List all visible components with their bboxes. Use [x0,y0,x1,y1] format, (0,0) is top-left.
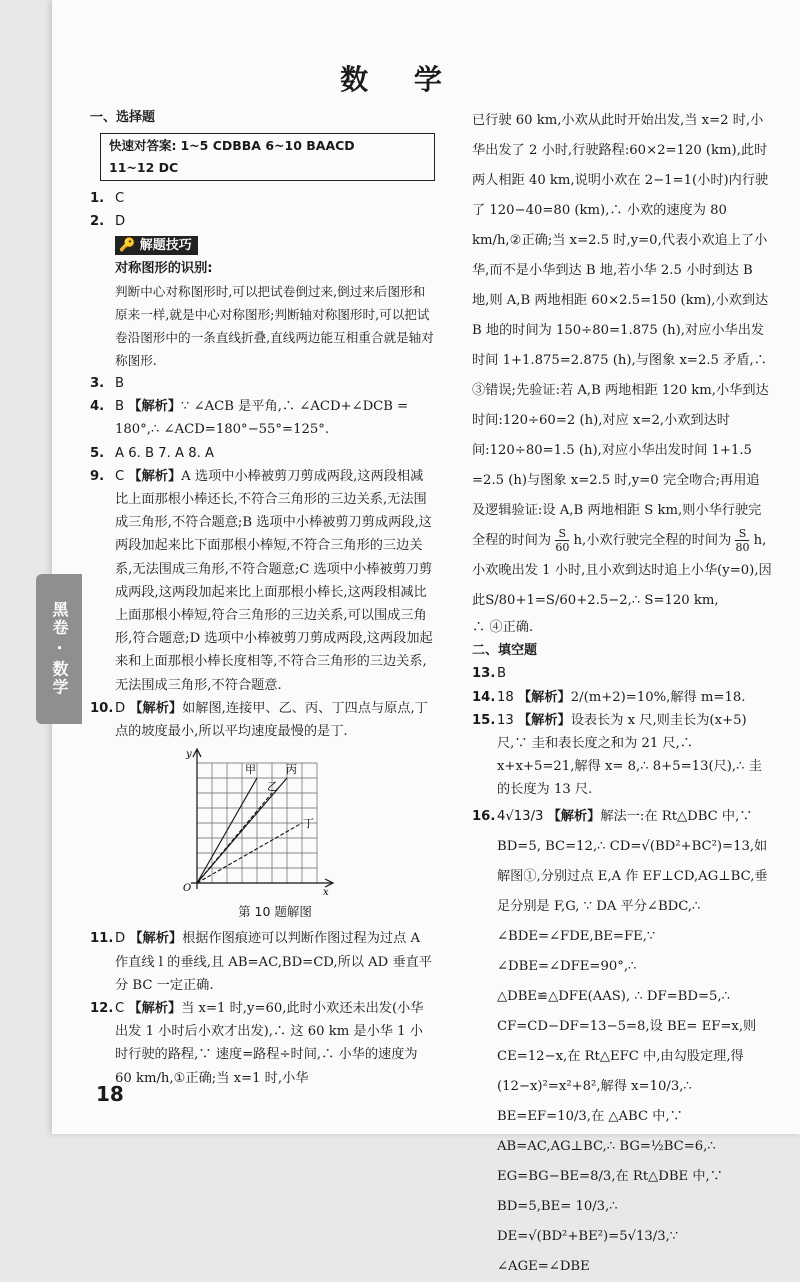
key-icon: 🔑 [119,237,136,253]
q-ans: A 6. B 7. A 8. A [115,445,215,461]
q-num: 11. [90,931,114,947]
section-choice: 一、选择题 [90,110,156,125]
q-text: 解法一:在 Rt△DBC 中,∵ BD=5, BC=12,∴ CD=√(BD²+BC²)=13,如解图①,分别过点 E,A 作 EF⊥CD,AG⊥BC,垂足分别是 F,G, ∵ DA 平分∠BDC,∴ ∠BDE=∠FDE,BE=FE,∵ ∠DBE=∠DFE=90°,∴ △DBE≌△DFE(AAS), ∴ DF=BD=5,∴ CF=CD−DF=13−5=8,设 BE= EF=x,则 CE=12−x,在 Rt△EFC 中,由勾股定理,得(12−x)²=x²+8²,解得 x=10/3,∴ BE=EF=10/3,在 △ABC 中,∵ AB=AC,AG⊥BC,∴ BG=½BC=6,∴ EG=BG−BE=8/3,在 Rt△DBE 中,∵ BD=5,BE= 10/3,∴ DE=√(BD²+BE²)=5√13/3,∵ ∠AGE=∠DBE [497,808,768,1274]
fraction-s-60 [555,527,569,554]
q12-equation: S/80+1=S/60+2.5−2,∴ S=120 km, [485,593,719,608]
frac-den: 60 [555,541,570,554]
q-ans: C [115,191,125,207]
quick-label: 快速对答案: [109,138,177,154]
q-text: A 选项中小棒被剪刀剪成两段,这两段相减比上面那根小棒还长,不符合三角形的三边关系,无法围成三角形,不符合题意;B 选项中小棒被剪刀剪成两段,这两段加起来比下面那根小棒短,不符合三角形的三边关系,无法围成三角形,不符合题意;C 选项中小棒被剪刀剪成两段,这两段加起来比上面那根小棒长,这两段相减比上面那根小棒短,符合三角形的三边关系,可以围成三角形,符合题意;D 选项中小棒被剪刀剪成两段,这两段加起来和上面那根小棒长度相等,不符合三角形的三边关系,无法围成三角形,不符合题意. [115,468,433,693]
tip-subtitle: 对称图形的识别: [115,260,213,276]
q-text: 设表长为 x 尺,则圭长为(x+5)尺,∵ 圭和表长度之和为 21 尺,∴ x+x+5=21,解得 x= 8,∴ 8+5=13(尺),∴ 圭的长度为 13 尺. [497,712,762,798]
frac-den: 80 [735,541,750,554]
q-text: 2/(m+2)=10%,解得 m=18. [570,689,746,705]
q-num: 5. [90,445,105,461]
point-bing: 丙 [286,763,297,777]
page-number: 18 [96,1082,124,1106]
question-13 [472,662,772,685]
q-ans: 4√13/3 [497,808,544,824]
q-num: 15. [472,712,496,728]
quick-row1: 1~5 CDBBA 6~10 BAACD [180,138,355,154]
figure-q10 [90,745,435,900]
analysis-tag: 【解析】 [547,808,601,824]
q12-continued [472,106,772,616]
point-jia: 甲 [245,763,256,777]
analysis-tag: 【解析】 [517,689,571,705]
analysis-tag: 【解析】 [129,931,183,947]
question-15 [472,709,772,802]
q-text: ∵ ∠ACB 是平角,∴ ∠ACD+∠DCB = 180°,∴ ∠ACD=180°−55°=125°. [115,399,409,438]
question-10 [90,697,435,743]
question-9 [90,465,435,697]
question-14 [472,686,772,709]
q-text: 如解图,连接甲、乙、丙、丁四点与原点,丁点的坡度最小,所以平均速度最慢的是丁. [115,700,428,740]
tip-text: 判断中心对称图形时,可以把试卷倒过来,倒过来后图形和原来一样,就是中心对称图形;判断轴对称图形时,可以把试卷沿图形中的一条直线折叠,直线两边能互相重合就是轴对称图形. [115,284,434,369]
question-12 [90,997,435,1090]
q-num: 3. [90,376,105,392]
point-ding: 丁 [303,817,314,831]
axis-x-label: x [323,887,329,896]
q-ans: C [115,1001,125,1017]
figure-caption: 第 10 题解图 [238,904,312,920]
q12-conclusion: ∴ ④正确. [472,620,534,635]
frac-num: S [555,527,569,541]
q-ans: D [115,931,126,947]
question-1 [90,187,435,210]
right-column [472,106,772,1282]
quick-row2: 11~12 DC [109,160,179,176]
q-num: 13. [472,666,496,682]
question-16 [472,802,772,1282]
q-text: 当 x=1 时,y=60,此时小欢还未出发(小华出发 1 小时后小欢才出发),∴ 这 60 km 是小华 1 小时行驶的路程,∵ 速度=路程÷时间,∴ 小华的速度为 60 km/h,①正确;当 x=1 时,小华 [115,1001,424,1086]
analysis-tag: 【解析】 [128,1001,182,1017]
q-num: 9. [90,468,105,484]
tip-header [115,236,198,255]
analysis-tag: 【解析】 [517,712,571,728]
origin-label: O [183,883,192,895]
q12-text-2: h,小欢行驶完全程的时间为 [569,533,732,548]
q-ans: D [115,214,126,230]
q-num: 14. [472,689,496,705]
q-num: 10. [90,700,114,716]
point-yi: 乙 [267,780,278,794]
section-fill: 二、填空题 [472,643,538,659]
q-ans: B [497,666,507,682]
q-text: 根据作图痕迹可以判断作图过程为过点 A 作直线 l 的垂线,且 AB=AC,BD=CD,所以 AD 垂直平分 BC 一定正确. [115,931,433,993]
question-2 [90,210,435,233]
fraction-s-80 [735,527,749,554]
side-tab: 黑卷 · 数学 [36,574,82,724]
left-column [90,106,435,1090]
q12-text-1: 已行驶 60 km,小欢从此时开始出发,当 x=2 时,小华出发了 2 小时,行驶路程:60×2=120 (km),此时两人相距 40 km,说明小欢在 2−1=1(小时)内行驶了 120−40=80 (km),∴ 小欢的速度为 80 km/h,②正确;当 x=2.5 时,y=0,代表小欢追上了小华,而不是小华到达 B 地,若小华 2.5 小时到达 B 地,则 A,B 两地相距 60×2.5=150 (km),小欢到达 B 地的时间为 150÷80=1.875 (h),对应小华出发时间 1+1.875=2.875 (h),与图象 x=2.5 矛盾,∴ ③错误;先验证:若 A,B 两地相距 120 km,小华到达时间:120÷60=2 (h),对应 x=2,小欢到达时间:120÷80=1.5 (h),对应小华出发时间 1+1.5 =2.5 (h)与图象 x=2.5 时,y=0 完全吻合;再用追及逻辑验证:设 A,B 两地相距 S km,则小华行驶完全程的时间为 [472,113,769,548]
q-num: 16. [472,808,496,824]
tip-head-text: 解题技巧 [139,237,192,253]
question-4 [90,395,435,441]
analysis-tag: 【解析】 [128,468,182,484]
q-ans: 18 [497,689,514,705]
frac-num: S [735,527,749,541]
quick-answer-box [100,133,435,181]
q12-text-3: h,小欢晚出发 1 小时,且小欢到达时追上小华(y=0),因此 [472,533,772,608]
q-ans: B [115,376,125,392]
q-ans: D [115,700,126,716]
q-num: 2. [90,214,105,230]
page-title: 数 学 [340,63,460,96]
question-3 [90,372,435,395]
analysis-tag: 【解析】 [128,399,182,415]
q-num: 1. [90,191,105,207]
figure-q10-graph [175,745,335,895]
axis-y-label: y [186,749,192,761]
q-num: 4. [90,399,105,415]
question-11 [90,927,435,997]
analysis-tag: 【解析】 [129,700,183,716]
q-ans: 13 [497,712,514,728]
q-num: 12. [90,1001,114,1017]
q-ans: B [115,399,125,415]
question-5-8 [90,442,435,465]
q-ans: C [115,468,125,484]
